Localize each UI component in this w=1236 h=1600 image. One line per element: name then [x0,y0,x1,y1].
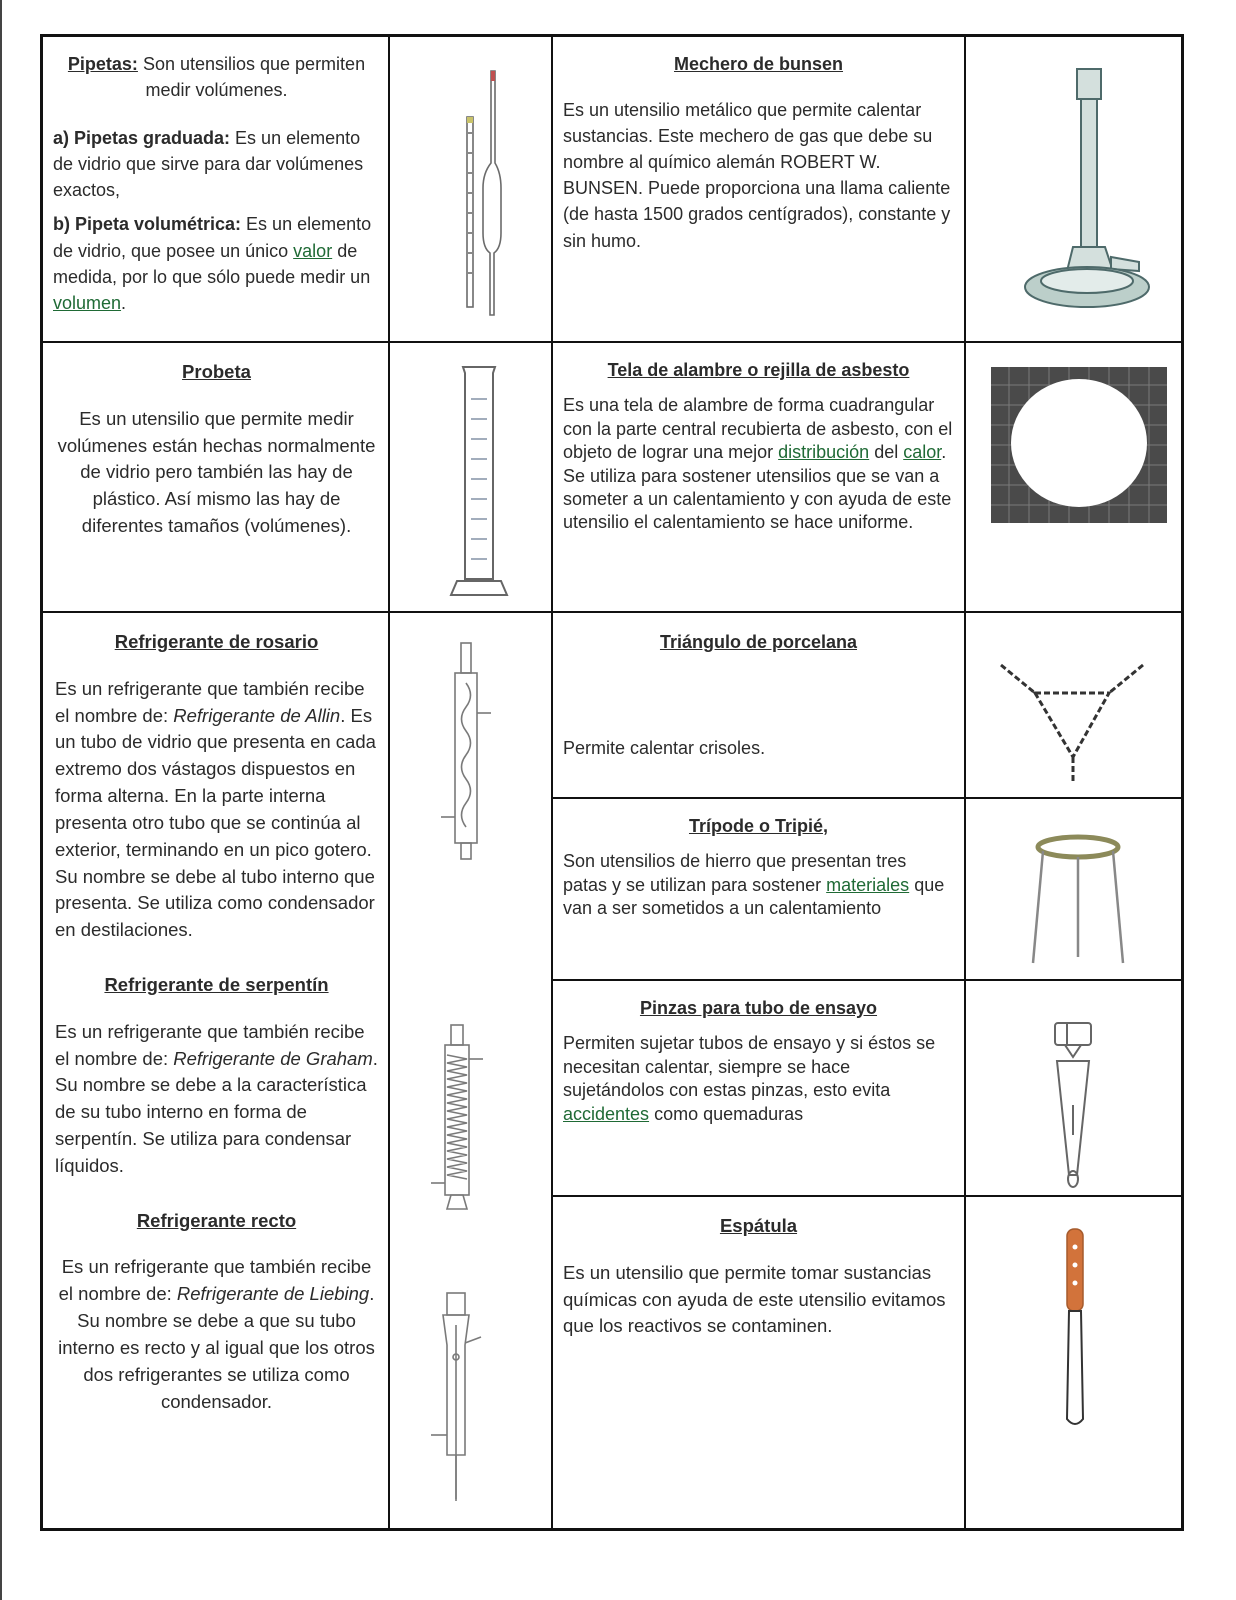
tela-desc-3: . Se utiliza para sostener utensilios que se van a someter a un calentamiento y con ayuda de este utensilio el calentamiento se hace uniforme. [563,442,952,533]
pipeta-graduada-desc: Es un elemento de vidrio que sirve para dar volúmenes exactos, [53,128,364,201]
row-divider [43,341,1184,343]
distribucion-link[interactable]: distribución [778,442,870,463]
mechero-description: Es un utensilio metálico que permite calentar sustancias. Este mechero de gas que debe su nombre al químico alemán ROBERT W. BUNSEN. Puede proporciona una llama caliente (de hasta 1500 grados centígrados), constante y sin humo. [563,100,951,251]
probeta-title: Probeta [182,361,251,382]
pipeta-graduada-text [53,125,380,203]
pinzas-cell [553,997,964,1126]
espatula-title: Espátula [719,1215,798,1236]
pipetas-intro-text: Son utensilios que permiten medir volúmenes. [137,54,366,101]
tela-desc-2: del [869,442,904,463]
straight-condenser-illustration [413,1285,503,1509]
row-divider [551,1195,1184,1197]
wire-gauze-illustration [989,365,1169,525]
refrigerantes-cell [45,629,388,1415]
rosario-description [55,676,378,944]
espatula-description: Es un utensilio que permite tomar sustancias químicas con ayuda de este utensilio evitamos que los reactivos se contaminen. [563,1261,946,1337]
probeta-description: Es un utensilio que permite medir volúmenes están hechas normalmente de vidrio pero también las hay de plástico. Así mismo las hay de diferentes tamaños (volúmenes). [57,407,376,537]
tripode-desc-2: que van a ser sometidos a un calentamiento [563,874,945,919]
rosario-desc-2: . Es un tubo de vidrio que presenta en cada extremo dos vástagos dispuestos en forma alterna. En la parte interna presenta otro tubo que se continúa al exterior, terminando en un pico gotero. Su nombre se debe al tubo interno que presenta. Se utiliza como condensador en destilaciones. [55,704,376,941]
tela-cell [553,359,964,535]
tela-title: Tela de alambre o rejilla de asbesto [607,360,910,380]
recto-title: Refrigerante recto [136,1209,297,1231]
mechero-title: Mechero de bunsen [673,54,844,74]
pinzas-desc-1: Permiten sujetar tubos de ensayo y si éstos se necesitan calentar, siempre se hace sujetándolos con estas pinzas, esto evita [563,1033,936,1101]
recto-alt-name: Refrigerante de Liebing [176,1283,370,1305]
spatula-illustration [1051,1223,1101,1433]
mechero-cell [553,51,964,254]
serpentin-desc-2: . Su nombre se debe a la característica de su tubo interno en forma de serpentín. Se utiliza para condensar líquidos. [55,1047,378,1176]
triangulo-description: Permite calentar crisoles. [563,738,766,759]
coil-condenser-illustration [413,1019,503,1229]
pipetas-cell [45,51,388,316]
pipeta-volumetrica-desc-2: de medida, por lo que sólo puede medir un [53,240,371,287]
row-divider [551,797,1184,799]
pipeta-volumetrica-desc-1: Es un elemento de vidrio, que posee un único [53,214,372,261]
tripode-cell [553,815,964,921]
serpentin-title: Refrigerante de serpentín [104,973,329,995]
bulb-condenser-illustration [431,633,521,873]
tela-description [563,394,954,534]
triangulo-cell [553,629,964,761]
tripode-title: Trípode o Tripié, [688,816,829,836]
row-divider [43,611,1184,613]
bunsen-burner-illustration [1015,57,1155,319]
graduated-cylinder-illustration [431,359,527,607]
valor-link[interactable]: valor [293,240,333,261]
volumen-link[interactable]: volumen [53,292,122,313]
pinzas-title: Pinzas para tubo de ensayo [639,998,878,1018]
row-divider [551,979,1184,981]
instruments-table [40,34,1184,1531]
rosario-desc-1: Es un refrigerante que también recibe el nombre de: [55,677,365,726]
rosario-title: Refrigerante de rosario [114,631,319,652]
page-edge-rule [0,0,2,1600]
tripode-desc-1: Son utensilios de hierro que presentan tres patas y se utilizan para sostener [563,851,907,895]
pipetas-intro [53,51,380,103]
pipettes-illustration [433,53,523,318]
serpentin-description [55,1019,378,1180]
pinzas-description [563,1032,954,1126]
serpentin-alt-name: Refrigerante de Graham [173,1047,373,1069]
espatula-cell [553,1213,964,1340]
tripod-illustration [1023,827,1133,967]
recto-desc-2: . Su nombre se debe a que su tubo interno es recto y al igual que los otros dos refrigerantes se utiliza como condensador. [58,1283,375,1412]
tela-desc-1: Es una tela de alambre de forma cuadrangular con la parte central recubierta de asbesto, con el objeto de lograr una mejor [563,395,953,463]
pipeta-volumetrica-text [53,211,380,315]
rosario-alt-name: Refrigerante de Allin [173,704,341,726]
pipeta-graduada-label: a) Pipetas graduada: [53,128,231,149]
materiales-link[interactable]: materiales [826,874,910,895]
probeta-cell [45,359,388,540]
column-divider [964,37,966,1528]
test-tube-holder-illustration [1043,1015,1113,1195]
recto-desc-1: Es un refrigerante que también recibe el nombre de: [58,1256,372,1305]
serpentin-desc-1: Es un refrigerante que también recibe el nombre de: [55,1020,365,1069]
pipetas-title: Pipetas: [67,54,138,74]
pipeta-volumetrica-desc-3: . [121,292,127,313]
clay-triangle-illustration [997,645,1147,785]
pinzas-desc-2: como quemaduras [649,1103,804,1124]
accidentes-link[interactable]: accidentes [563,1103,650,1124]
tripode-description [563,850,954,920]
column-divider [388,37,390,1528]
calor-link[interactable]: calor [903,442,942,463]
triangulo-title: Triángulo de porcelana [659,632,858,652]
recto-description [55,1254,378,1415]
pipeta-volumetrica-label: b) Pipeta volumétrica: [53,214,242,235]
